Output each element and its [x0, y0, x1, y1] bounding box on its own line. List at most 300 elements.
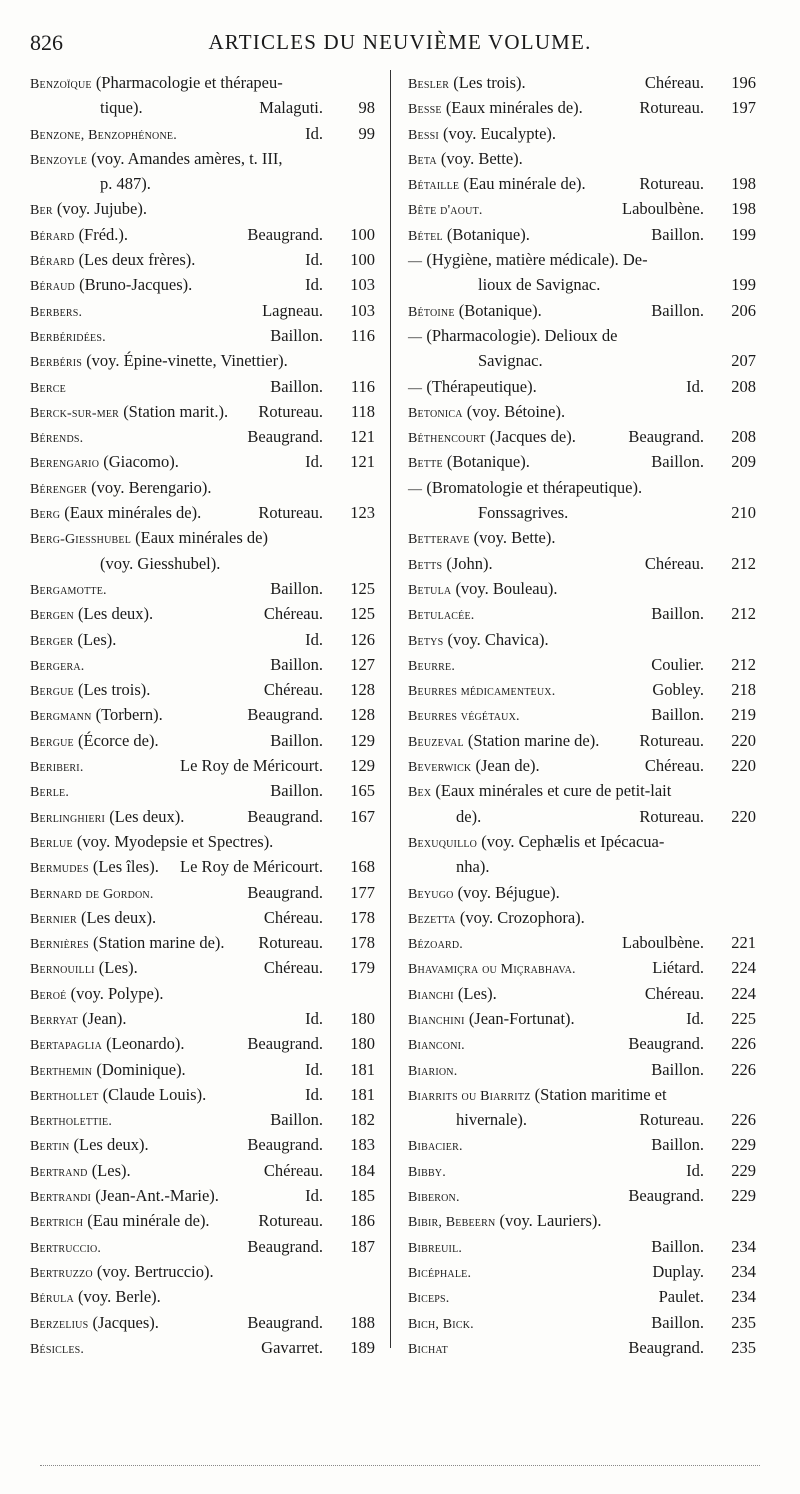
entry-page: 224 [731, 958, 756, 978]
entry-page: 221 [731, 933, 756, 953]
entry-line [30, 374, 375, 399]
index-entry [30, 247, 375, 272]
entry-page: 129 [350, 756, 375, 776]
entry-line [30, 222, 375, 247]
entry-headword: Berryat [30, 1012, 78, 1028]
index-entry [30, 981, 375, 1006]
entry-text: (Jean-Fortunat). [468, 1008, 575, 1028]
entry-author: Beaugrand. [247, 1135, 323, 1155]
entry-reference [264, 1158, 375, 1183]
entry-author: Baillon. [651, 604, 704, 624]
entry-line [408, 1284, 756, 1309]
entry-reference [645, 981, 756, 1006]
footer-rule [40, 1465, 760, 1466]
entry-reference [651, 1234, 756, 1259]
entry-author: Paulet. [658, 1287, 704, 1307]
entry-author: Rotureau. [258, 401, 323, 421]
entry-text: (Botanique). [446, 224, 530, 244]
entry-headword: Bérends. [30, 431, 84, 447]
entry-reference [270, 728, 375, 753]
entry-reference [264, 677, 375, 702]
entry-line [30, 424, 375, 449]
entry-author: Beaugrand. [247, 427, 323, 447]
entry-reference [247, 1234, 375, 1259]
entry-page: 189 [350, 1337, 375, 1357]
entry-author: Id. [305, 629, 323, 649]
entry-line [408, 1006, 756, 1031]
entry-page: 229 [731, 1186, 756, 1206]
entry-headword: Berg-Giesshubel [30, 532, 132, 548]
index-entry [408, 652, 756, 677]
entry-page: 220 [731, 730, 756, 750]
entry-line [30, 1208, 375, 1233]
entry-text: (Les). [77, 629, 117, 649]
entry-author: Baillon. [651, 1059, 704, 1079]
entry-text: (Jean-Ant.-Marie). [95, 1186, 219, 1206]
entry-line [30, 1006, 375, 1031]
entry-reference [305, 1082, 375, 1107]
entry-page: 180 [350, 1034, 375, 1054]
entry-reference [305, 1006, 375, 1031]
entry-reference [270, 778, 375, 803]
entry-text: (Les deux frères). [78, 250, 196, 270]
entry-reference [270, 652, 375, 677]
entry-page: 123 [350, 503, 375, 523]
entry-headword: Bicéphale. [408, 1265, 472, 1281]
entry-line [30, 930, 375, 955]
entry-author: Id. [686, 1008, 704, 1028]
entry-text: (Les). [98, 958, 138, 978]
entry-page: 220 [731, 756, 756, 776]
index-entry [408, 627, 756, 652]
index-entry [30, 1158, 375, 1183]
entry-line [30, 1031, 375, 1056]
entry-reference [722, 500, 756, 525]
entry-line [408, 677, 756, 702]
entry-text: (Station marit.). [123, 401, 229, 421]
entry-headword: Bianconi. [408, 1038, 465, 1054]
index-entry [30, 880, 375, 905]
entry-text: (voy. Amandes amères, t. III, [91, 148, 283, 168]
index-entry [408, 930, 756, 955]
entry-headword: Berlue [30, 835, 73, 851]
entry-author: Rotureau. [639, 730, 704, 750]
entry-headword: Biberon. [408, 1190, 460, 1206]
entry-text: (voy. Lauriers). [499, 1211, 602, 1231]
entry-author: Rotureau. [258, 503, 323, 523]
entry-line [408, 601, 756, 626]
entry-headword: Bibreuil. [408, 1240, 463, 1256]
entry-reference [305, 272, 375, 297]
entry-reference [686, 1006, 756, 1031]
entry-headword: Berbers. [30, 304, 83, 320]
entry-headword: Berger [30, 633, 74, 649]
index-entry [408, 1031, 756, 1056]
entry-reference [258, 500, 375, 525]
entry-line [30, 1057, 375, 1082]
entry-line [408, 1082, 756, 1107]
entry-line [408, 702, 756, 727]
entry-author: Id. [305, 275, 323, 295]
entry-line [408, 576, 756, 601]
entry-line [408, 298, 756, 323]
entry-reference [651, 1057, 756, 1082]
entry-author: Rotureau. [639, 174, 704, 194]
index-entry [30, 222, 375, 247]
entry-page: 100 [350, 250, 375, 270]
page-number: 826 [30, 30, 63, 55]
entry-line [30, 804, 375, 829]
entry-page: 224 [731, 983, 756, 1003]
entry-line [30, 601, 375, 626]
entry-page: 178 [350, 933, 375, 953]
entry-page: 209 [731, 452, 756, 472]
entry-line [30, 829, 375, 854]
entry-author: Baillon. [270, 1110, 323, 1130]
entry-reference [639, 95, 756, 120]
entry-headword: Bexuquillo [408, 835, 478, 851]
entry-reference [247, 1031, 375, 1056]
entry-headword: Bérenger [30, 481, 88, 497]
entry-text: (John). [446, 553, 493, 573]
entry-author: Gobley. [652, 680, 704, 700]
entry-page: 121 [350, 427, 375, 447]
index-entry [30, 677, 375, 702]
index-entry [30, 374, 375, 399]
entry-line [30, 1234, 375, 1259]
entry-headword: Bergera. [30, 658, 85, 674]
entry-reference [180, 753, 375, 778]
index-entry [30, 1284, 375, 1309]
entry-line [30, 981, 375, 1006]
index-entry [408, 1082, 756, 1133]
entry-author: Laboulbène. [621, 199, 704, 219]
entry-reference [639, 171, 756, 196]
entry-headword: Bertrandi [30, 1190, 92, 1206]
index-entry [30, 1259, 375, 1284]
index-entry [30, 424, 375, 449]
entry-headword: Béthencourt [408, 431, 486, 447]
index-entry [30, 1335, 375, 1360]
entry-reference [305, 627, 375, 652]
entry-author: Rotureau. [258, 933, 323, 953]
entry-headword: Betts [408, 557, 443, 573]
entry-text: (Eau minérale de). [87, 1211, 210, 1231]
entry-line [408, 374, 756, 399]
right-column [408, 70, 756, 1360]
entry-reference [264, 905, 375, 930]
entry-line [30, 551, 375, 576]
entry-reference [628, 1031, 756, 1056]
entry-reference [622, 930, 756, 955]
entry-headword: Bétoine [408, 304, 455, 320]
index-entry [30, 652, 375, 677]
index-entry [30, 955, 375, 980]
entry-reference [247, 880, 375, 905]
entry-headword: Bhavamiçra ou Miçrabhava. [408, 962, 576, 978]
entry-reference [645, 70, 756, 95]
entry-headword: Berbéris [30, 355, 83, 371]
entry-headword: Beverwick [408, 760, 472, 776]
entry-page: 212 [731, 553, 756, 573]
entry-text: (voy. Béjugue). [457, 882, 560, 902]
index-entry [30, 905, 375, 930]
index-entry [30, 1057, 375, 1082]
entry-text: (Eaux minérales de). [445, 98, 583, 118]
entry-reference [651, 1310, 756, 1335]
entry-reference [247, 1132, 375, 1157]
entry-author: Lagneau. [262, 300, 323, 320]
entry-line [30, 880, 375, 905]
entry-headword: Bérard [30, 228, 75, 244]
entry-page: 234 [731, 1287, 756, 1307]
entry-page: 185 [350, 1186, 375, 1206]
entry-reference [628, 1183, 756, 1208]
entry-text: (Giacomo). [103, 452, 179, 472]
entry-line [30, 449, 375, 474]
entry-reference [651, 1132, 756, 1157]
entry-line [30, 753, 375, 778]
entry-reference [247, 424, 375, 449]
entry-page: 98 [358, 98, 375, 118]
entry-line [30, 475, 375, 500]
entry-reference [258, 930, 375, 955]
index-entry [30, 1006, 375, 1031]
index-entry [30, 70, 375, 121]
entry-text: (Les deux). [109, 806, 185, 826]
entry-page: 198 [731, 174, 756, 194]
entry-line [408, 171, 756, 196]
index-entry [408, 146, 756, 171]
entry-text: (Pharmacologie). Delioux de [426, 325, 618, 345]
entry-line [408, 1310, 756, 1335]
entry-line [30, 146, 375, 171]
entry-page: 128 [350, 705, 375, 725]
entry-page: 220 [731, 806, 756, 826]
entry-page: 218 [731, 680, 756, 700]
entry-page: 235 [731, 1312, 756, 1332]
entry-headword: Berzelius [30, 1316, 89, 1332]
entry-text: (Jean de). [475, 756, 540, 776]
index-entry [408, 1006, 756, 1031]
entry-page: 129 [350, 730, 375, 750]
entry-line [30, 905, 375, 930]
entry-author: Beaugrand. [247, 1312, 323, 1332]
entry-text: (Leonardo). [106, 1034, 185, 1054]
entry-reference [180, 854, 375, 879]
entry-text: (Station marine de). [467, 730, 600, 750]
entry-text: (Eaux minérales de) [135, 528, 268, 548]
entry-headword: Bibacier. [408, 1139, 463, 1155]
entry-reference [652, 677, 756, 702]
entry-headword: Berengario [30, 456, 100, 472]
entry-reference [270, 374, 375, 399]
entry-headword: Benzoyle [30, 152, 88, 168]
index-entry [30, 627, 375, 652]
entry-page: 225 [731, 1008, 756, 1028]
entry-line [30, 627, 375, 652]
entry-page: 178 [350, 907, 375, 927]
entry-text: (Les). [457, 983, 497, 1003]
entry-reference [270, 1107, 375, 1132]
entry-author: Le Roy de Méricourt. [180, 857, 323, 877]
index-entry [30, 1031, 375, 1056]
index-entry [408, 1335, 756, 1360]
entry-headword: Berthemin [30, 1063, 93, 1079]
entry-reference [270, 576, 375, 601]
entry-reference [686, 1158, 756, 1183]
entry-page: 188 [350, 1312, 375, 1332]
index-entry [408, 1234, 756, 1259]
entry-reference [645, 753, 756, 778]
entry-line [408, 1234, 756, 1259]
entry-headword: Bertrich [30, 1215, 84, 1231]
entry-line [408, 955, 756, 980]
entry-line [408, 1057, 756, 1082]
entry-author: Beaugrand. [628, 1034, 704, 1054]
entry-line [408, 449, 756, 474]
index-entry [30, 1208, 375, 1233]
entry-author: Id. [305, 123, 323, 143]
index-entry [30, 1082, 375, 1107]
index-entry [408, 955, 756, 980]
entry-headword: — [408, 329, 423, 345]
entry-headword: Bernouilli [30, 962, 95, 978]
entry-text: p. 487). [100, 174, 151, 194]
index-entry [408, 171, 756, 196]
entry-headword: Beroé [30, 987, 67, 1003]
index-entry [408, 70, 756, 95]
entry-reference [639, 1107, 756, 1132]
entry-line [408, 930, 756, 955]
entry-headword: Bertapaglia [30, 1038, 102, 1054]
entry-line [30, 652, 375, 677]
entry-reference [305, 121, 375, 146]
entry-headword: Besse [408, 102, 442, 118]
entry-author: Baillon. [651, 705, 704, 725]
entry-reference [247, 804, 375, 829]
entry-line [30, 1082, 375, 1107]
entry-headword: Bernier [30, 911, 77, 927]
index-entry [408, 1284, 756, 1309]
entry-headword: Bichat [408, 1341, 448, 1357]
entry-author: Beaugrand. [247, 224, 323, 244]
index-entry [30, 804, 375, 829]
entry-line [30, 677, 375, 702]
index-entry [408, 601, 756, 626]
entry-line [30, 95, 375, 120]
entry-reference [622, 196, 756, 221]
entry-headword: Bertholettie. [30, 1114, 113, 1130]
entry-page: 184 [350, 1160, 375, 1180]
entry-author: Beaugrand. [247, 1034, 323, 1054]
index-entry [408, 399, 756, 424]
entry-author: Baillon. [270, 654, 323, 674]
entry-headword: Bianchini [408, 1012, 465, 1028]
entry-line [408, 500, 756, 525]
entry-headword: Berce [30, 380, 66, 396]
entry-author: Chéreau. [644, 983, 704, 1003]
index-entry [30, 323, 375, 348]
entry-page: 168 [350, 857, 375, 877]
index-entry [30, 121, 375, 146]
entry-text: (Botanique). [458, 300, 542, 320]
entry-author: Le Roy de Méricourt. [180, 756, 323, 776]
entry-reference [651, 298, 756, 323]
entry-headword: Berbéridées. [30, 329, 106, 345]
entry-author: Beaugrand. [247, 705, 323, 725]
entry-page: 197 [731, 98, 756, 118]
entry-line [30, 854, 375, 879]
entry-line [408, 1183, 756, 1208]
entry-line [30, 323, 375, 348]
entry-headword: Bergue [30, 734, 74, 750]
entry-line [408, 753, 756, 778]
entry-author: Beaugrand. [628, 1337, 704, 1357]
index-entry [30, 854, 375, 879]
entry-text: (Jean). [82, 1008, 127, 1028]
index-entry [30, 576, 375, 601]
entry-headword: Bétel [408, 228, 443, 244]
entry-line [408, 348, 756, 373]
entry-headword: Bertruccio. [30, 1240, 102, 1256]
entry-headword: Betys [408, 633, 444, 649]
entry-page: 212 [731, 654, 756, 674]
index-entry [408, 880, 756, 905]
entry-headword: Bermudes [30, 861, 89, 877]
entry-page: 125 [350, 604, 375, 624]
entry-author: Id. [305, 1008, 323, 1028]
entry-line [408, 1208, 756, 1233]
entry-reference [651, 652, 756, 677]
entry-page: 208 [731, 376, 756, 396]
entry-reference [305, 449, 375, 474]
entry-line [30, 171, 375, 196]
index-entry [408, 576, 756, 601]
entry-line [408, 627, 756, 652]
entry-reference [305, 1183, 375, 1208]
index-entry [408, 121, 756, 146]
entry-author: Chéreau. [263, 604, 323, 624]
entry-page: 207 [731, 351, 756, 371]
entry-text: (Les deux). [80, 907, 157, 927]
index-entry [408, 981, 756, 1006]
index-entry [408, 1310, 756, 1335]
entry-text: (voy. Épine-vinette, Vinettier). [86, 351, 288, 371]
entry-line [30, 576, 375, 601]
entry-line [30, 196, 375, 221]
entry-page: 226 [731, 1110, 756, 1130]
entry-line [408, 121, 756, 146]
entry-author: Baillon. [651, 224, 704, 244]
entry-author: Id. [305, 452, 323, 472]
entry-reference [264, 955, 375, 980]
entry-line [30, 1158, 375, 1183]
entry-reference [264, 601, 375, 626]
entry-line [30, 399, 375, 424]
entry-headword: — [408, 380, 423, 396]
entry-reference [645, 551, 756, 576]
entry-headword: Berg [30, 507, 61, 523]
entry-line [30, 1183, 375, 1208]
entry-text: de). [456, 806, 482, 826]
entry-page: 127 [350, 654, 375, 674]
entry-text: (voy. Chavica). [447, 629, 549, 649]
entry-headword: Berlinghieri [30, 810, 106, 826]
entry-author: Beaugrand. [628, 427, 704, 447]
entry-page: 234 [731, 1236, 756, 1256]
entry-author: Baillon. [270, 781, 323, 801]
